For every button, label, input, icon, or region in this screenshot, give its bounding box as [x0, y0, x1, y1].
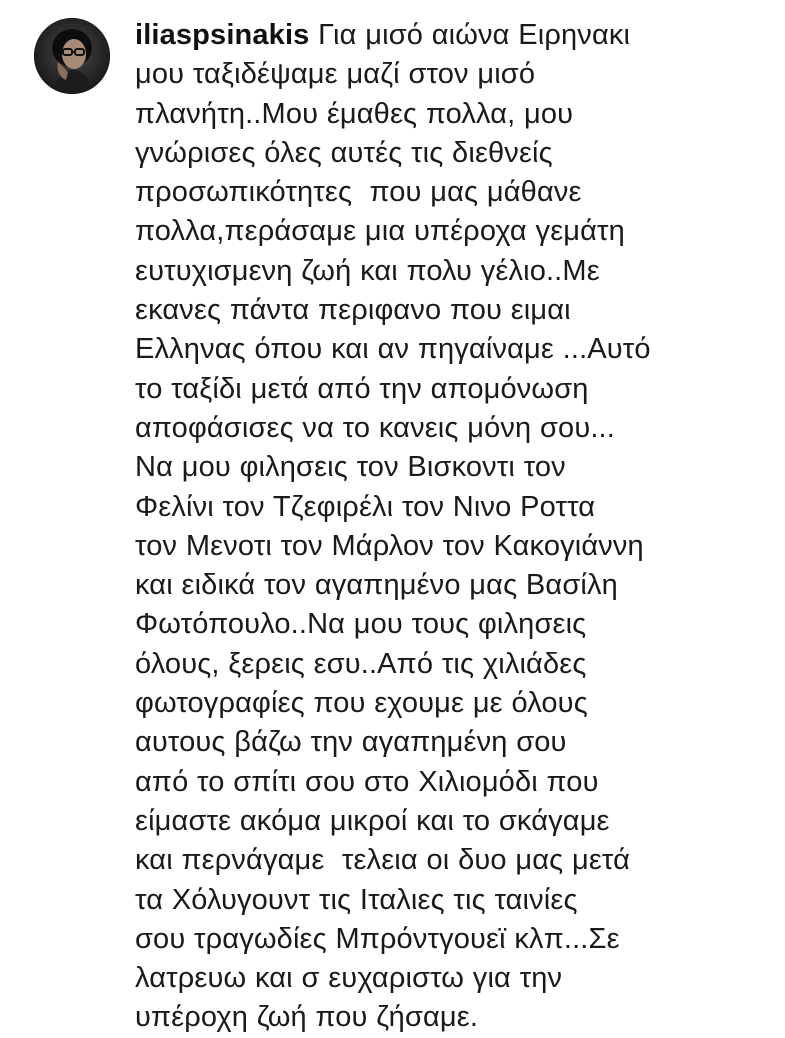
profile-photo-icon [34, 18, 110, 94]
username-link[interactable]: iliaspsinakis [135, 19, 310, 51]
comment-text [135, 16, 755, 1038]
comment-line: εκανες πάντα περιφανο που ειμαι [135, 294, 571, 327]
avatar[interactable] [34, 18, 110, 94]
comment-line: τον Μενοτι τον Μάρλον τον Κακογιάννη [135, 529, 644, 562]
comment-line: είμαστε ακόμα μικροί και το σκάγαμε [135, 804, 610, 837]
comment-line: όλους, ξερεις εσυ..Από τις χιλιάδες [135, 647, 587, 680]
comment-line: σου τραγωδίες Μπρόντγουεϊ κλπ...Σε [135, 922, 620, 955]
comment-line: Φελίνι τον Τζεφιρέλι τον Νινο Ροττα [135, 490, 596, 523]
comment-line: Ελληνας όπου και αν πηγαίναμε ...Αυτό [135, 333, 651, 366]
comment-line: Να μου φιλησεις τον Βισκοντι τον [135, 451, 566, 484]
comment-line: υπέροχη ζωή που ζήσαμε. [135, 1001, 479, 1034]
comment-line: λατρευω και σ ευχαριστω για την [135, 962, 563, 995]
comment-first-line [135, 16, 755, 55]
comment-line: Φωτόπουλο..Να μου τους φιλησεις [135, 608, 587, 641]
comment-line: και ειδικά τον αγαπημένο μας Βασίλη [135, 569, 618, 602]
comment-line: τα Χόλυγουντ τις Ιταλιες τις ταινίες [135, 883, 578, 916]
comment-line: ευτυχισμενη ζωή και πολυ γέλιο..Με [135, 254, 600, 287]
comment-line: πολλα,περάσαμε μια υπέροχα γεμάτη [135, 215, 625, 248]
comment-line: το ταξίδι μετά από την απομόνωση [135, 372, 589, 405]
comment-line: πλανήτη..Μου έμαθες πολλα, μου [135, 97, 574, 130]
comment-line: αυτους βάζω την αγαπημένη σου [135, 726, 567, 759]
comment-line: μου ταξιδέψαμε μαζί στον μισό [135, 58, 536, 91]
comment-line: γνώρισες όλες αυτές τις διεθνείς [135, 136, 553, 169]
comment-line: και περνάγαμε τελεια οι δυο μας μετά [135, 844, 631, 877]
comment-line: αποφάσισες να το κανεις μόνη σου... [135, 411, 615, 444]
comment-line: φωτογραφίες που εχουμε με όλους [135, 687, 588, 720]
comment-line: από το σπίτι σου στο Χιλιομόδι που [135, 765, 599, 798]
comment-text-start: Για μισό αιώνα Ειρηνακι [309, 19, 631, 51]
comment-line: προσωπικότητες που μας μάθανε [135, 176, 582, 209]
